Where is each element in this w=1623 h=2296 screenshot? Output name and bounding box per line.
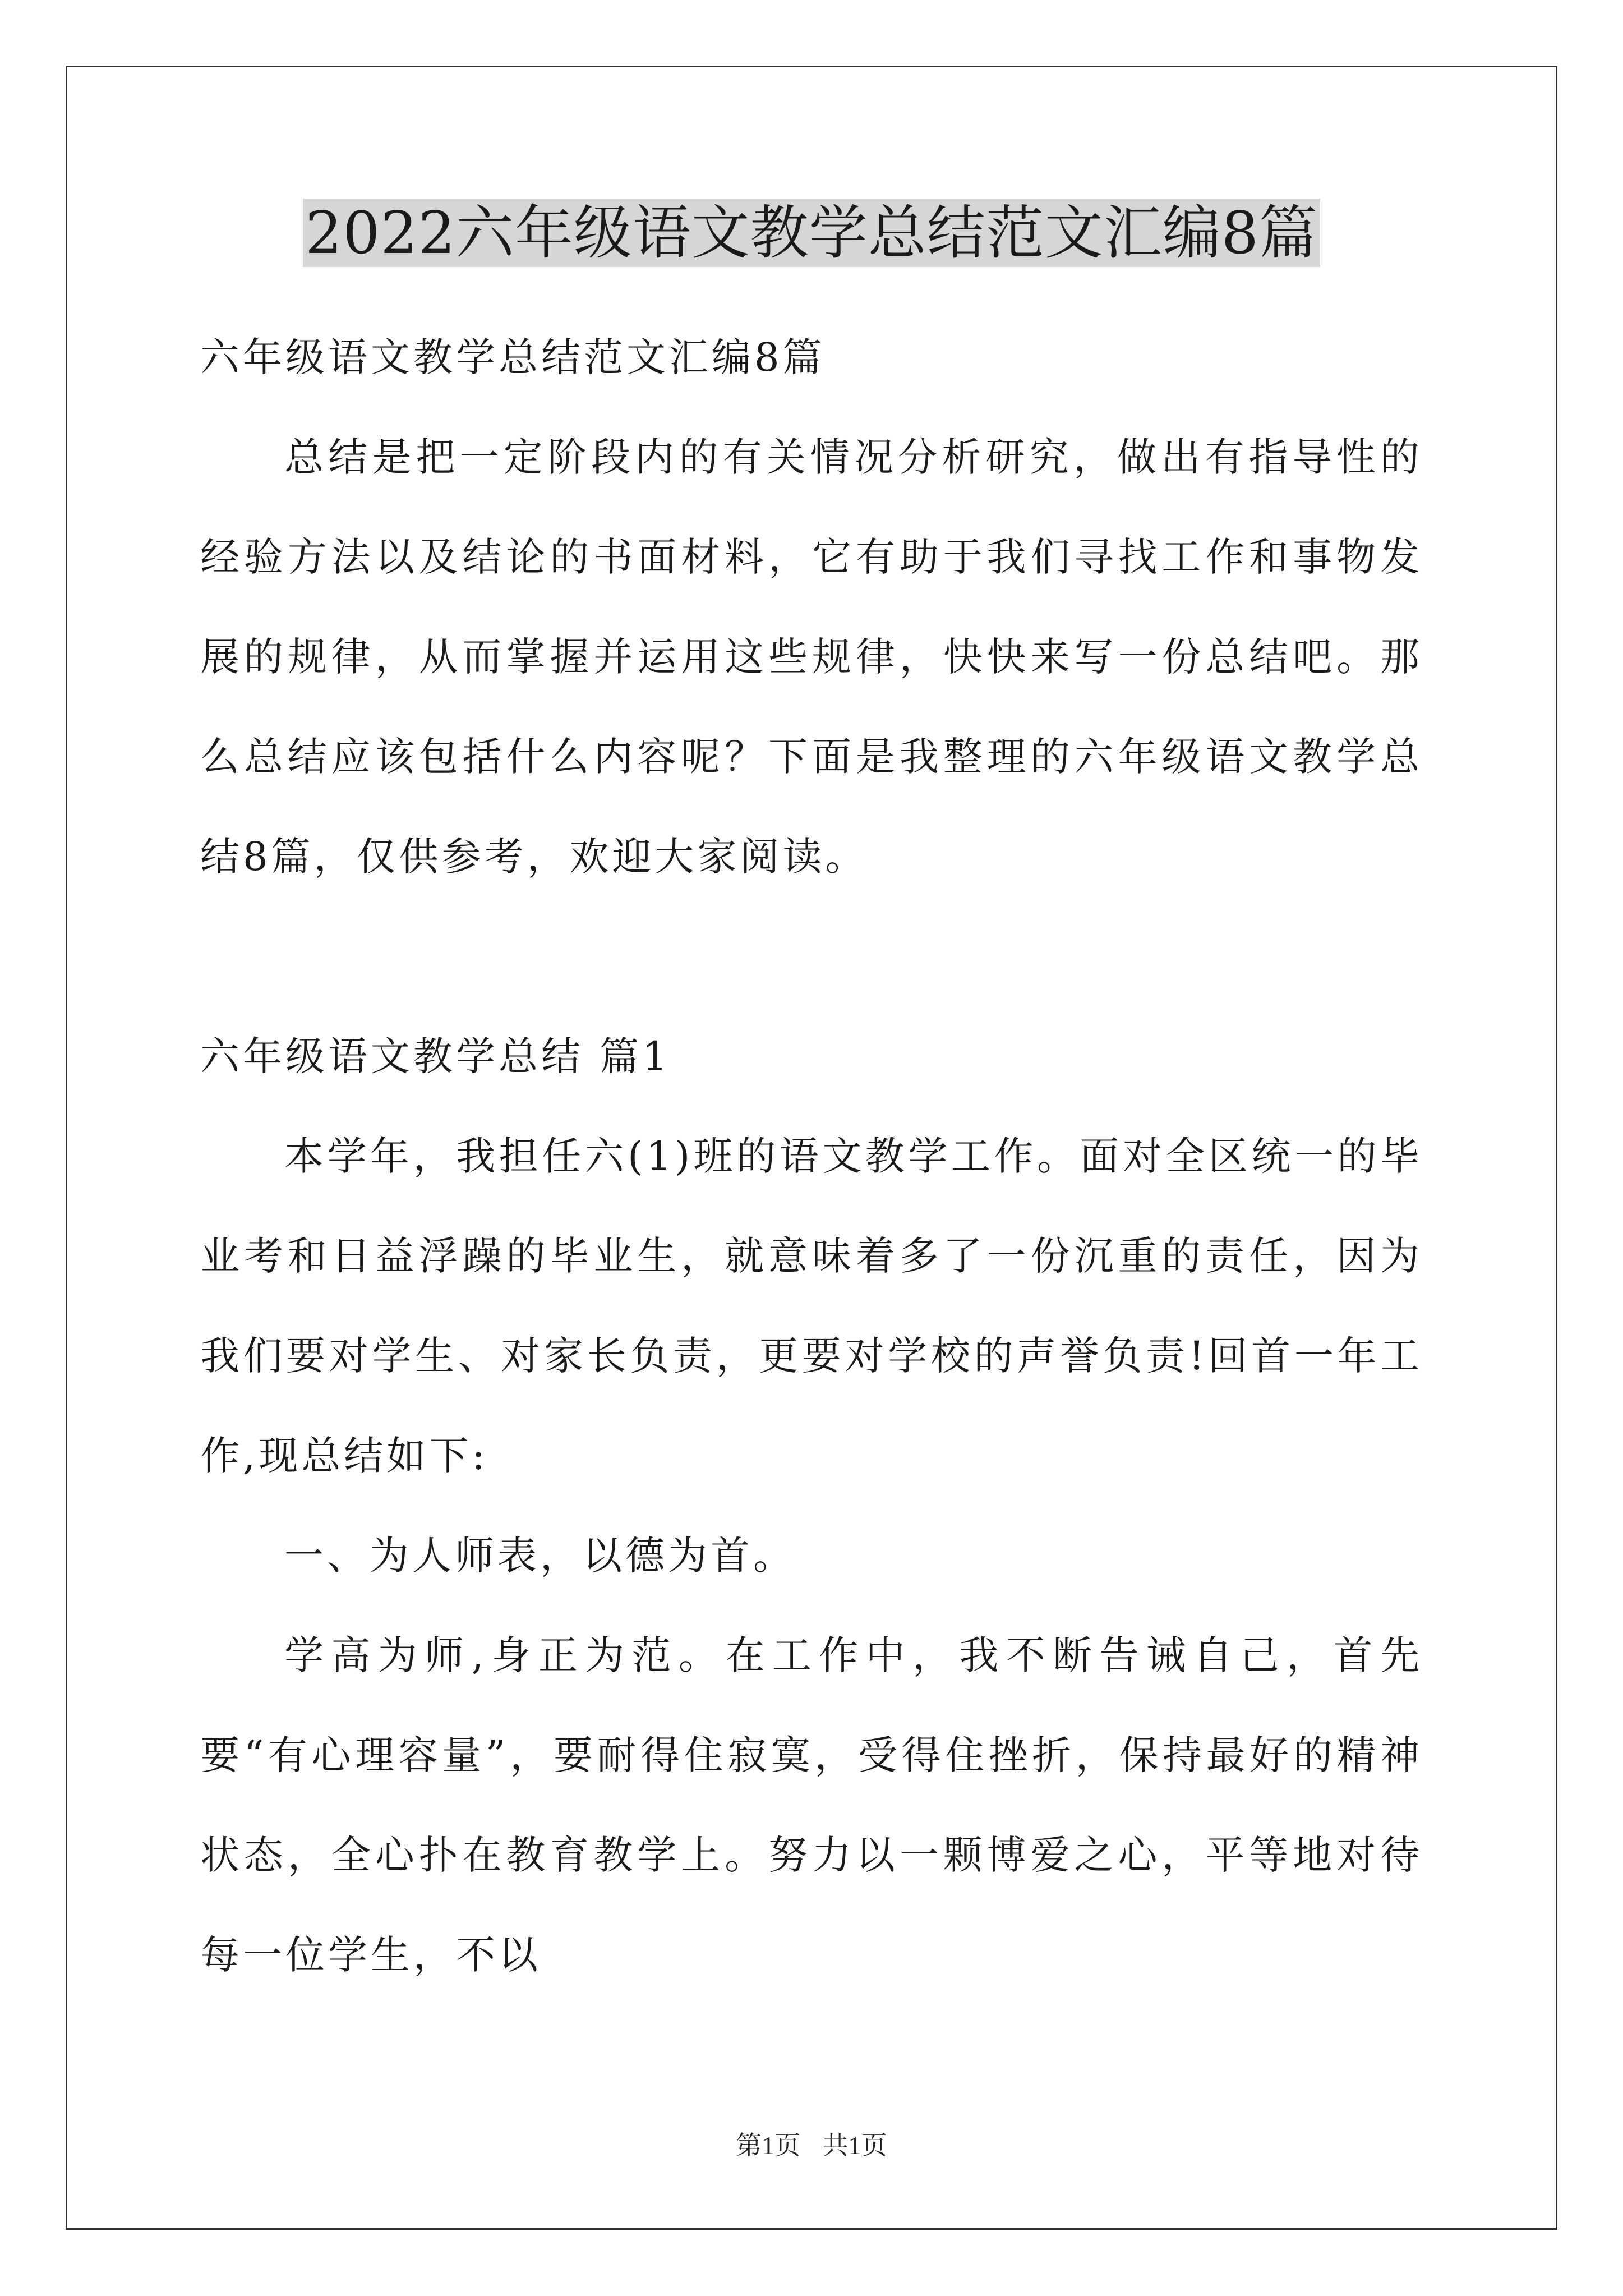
body-paragraph: 本学年，我担任六(1)班的语文教学工作。面对全区统一的毕业考和日益浮躁的毕业生，就意味着多了一份沉重的责任，因为我们要对学生、对家长负责，更要对学校的声誉负责!回首一年工作,现总结如下: xyxy=(200,1133,1423,1479)
page-footer xyxy=(0,2129,1623,2162)
page-total: 共1页 xyxy=(822,2131,887,2160)
body-paragraph: 学高为师,身正为范。在工作中，我不断告诫自己，首先要“有心理容量”，要耐得住寂寞，受得住挫折，保持最好的精神状态，全心扑在教育教学上。努力以一颗博爱之心，平等地对待每一位学生，不以 xyxy=(200,1632,1423,1978)
page-number: 第1页 xyxy=(736,2131,801,2160)
subtitle: 六年级语文教学总结范文汇编8篇 xyxy=(200,334,826,380)
section-point: 一、为人师表，以德为首。 xyxy=(284,1533,796,1579)
document-title-text: 2022六年级语文教学总结范文汇编8篇 xyxy=(303,199,1320,267)
section-heading: 六年级语文教学总结 篇1 xyxy=(200,1033,671,1079)
document-title xyxy=(0,194,1623,272)
document-body xyxy=(200,307,1423,2005)
blank-line xyxy=(200,907,1423,1006)
intro-paragraph: 总结是把一定阶段内的有关情况分析研究，做出有指导性的经验方法以及结论的书面材料，它有助于我们寻找工作和事物发展的规律，从而掌握并运用这些规律，快快来写一份总结吧。那么总结应该包括什么内容呢？下面是我整理的六年级语文教学总结8篇，仅供参考，欢迎大家阅读。 xyxy=(200,434,1423,880)
